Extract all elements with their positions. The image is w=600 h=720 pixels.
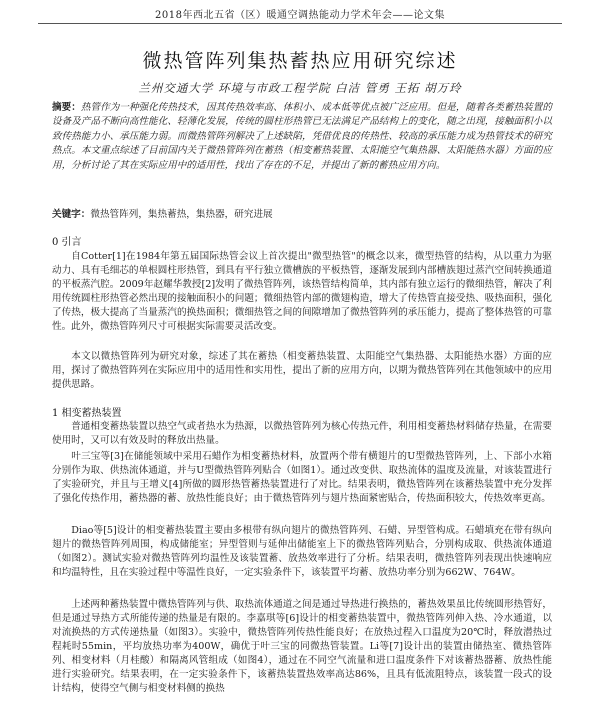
- section-heading-phase-change: 1 相变蓄热装置: [52, 408, 122, 419]
- authors-affiliation: 兰州交通大学 环境与市政工程学院 白洁 管勇 王拓 胡万玲: [138, 81, 462, 95]
- intro-paragraph-1: 自Cotter[1]在1984年第五届国际热管会议上首次提出"微型热管"的概念以来，微型热管的结构，从以重力为驱动力、具有毛细芯的单根圆柱形热管，到具有平行独立微槽族的平板热管，逐渐发展到内部槽族翅过蒸汽空间转换通道的平板蒸汽腔。2009年赵耀华教授[2]发明了微热管阵列，该热管结构简单，其内部有独立运行的微细热管，解决了利用传统圆柱形热管必然出现的接触面积小的问题；微细热管内部的微翅构造，增大了传热管直接受热、吸热面积，强化了传热，极大提高了当量蒸汽的换热面积；微细热管之间的间隙增加了微热管阵列的承压能力，提高了整体热管的可靠性。此外，微热管阵列尺寸可根据实际需要灵活改变。: [52, 251, 552, 332]
- abstract-text: 热管作为一种强化传热技术，因其传热效率高、体积小、成本低等优点被广泛应用。但是，随着各类蓄热装置的设备及产品不断向高性能化、轻薄化发展，传统的圆柱形热管已无法满足产品结构上的变化，随之出现，接触面积小以致传热能力小、承压能力弱。而微热管阵列解决了上述缺陷，凭借优良的传热性、较高的承压能力成为热管技术的研究热点。本文重点综述了目前国内关于微热管阵列在蓄热（相变蓄热装置、太阳能空气集热器、太阳能热水器）方面的应用，分析讨论了其在实际应用中的适用性，找出了存在的不足，并提出了新的蓄热应用方向。: [52, 102, 553, 171]
- paper-title: 微热管阵列集热蓄热应用研究综述: [142, 50, 458, 72]
- keywords: [52, 208, 552, 222]
- section1-paragraph-4: 上述两种蓄热装置中微热管阵列与供、取热流体通道之间是通过导热进行换热的，蓄热效果虽比传统圆形热管好，但是通过导热方式所能传递的热量是有限的。李嘉琪等[6]设计的相变蓄热装置中，微热管阵列伸入热、冷水通道，以对流换热的方式传递热量（如图3）。实验中，微热管阵列传热性能良好；在放热过程入口温度为20℃时，释放潜热过程耗时55min，平均放热功率为400W，确优于叶三宝的同微热管装置。Li等[7]设计出的装置由储热室、微热管阵列、相变材料（月桂酸）和隔离风管组成（如图4），通过在不同空气流量和进口温度条件下对该蓄热器蓄、放热性能进行实验研究。结果表明，在一定实验条件下，该蓄热装置热效率高达86%，且具有低流阻特点，该装置一段式的设计结构，使得空气侧与相变材料侧的换热: [52, 599, 552, 694]
- section1-paragraph-1: 普通相变蓄热装置以热空气或者热水为热源，以微热管阵列为核心传热元件，利用相变蓄热材料储存热量，在需要使用时，又可以有效及时的释放出热量。: [52, 421, 552, 446]
- section-heading-intro: 0 引言: [52, 237, 82, 248]
- abstract-label: 摘要：: [52, 102, 81, 113]
- abstract: [52, 101, 552, 173]
- intro-paragraph-2: 本文以微热管阵列为研究对象，综述了其在蓄热（相变蓄热装置、太阳能空气集热器、太阳能热水器）方面的应用，探讨了微热管阵列在实际应用中的适用性和实用性，提出了新的应用方向，以期为微热管阵列在其他领域中的应用提供思路。: [52, 351, 552, 390]
- running-head: 2018年西北五省（区）暖通空调热能动力学术年会——论文集: [155, 10, 445, 21]
- header-rule: [38, 23, 562, 24]
- keywords-label: 关键字：: [52, 209, 91, 220]
- section1-paragraph-3: Diao等[5]设计的相变蓄热装置主要由多根带有纵向翅片的微热管阵列、石蜡、异型管构成。石蜡填充在带有纵向翅片的微热管阵列周围，构成储能室；异型管则与延伸出储能室上下的微热管阵列贴合，分别构成取、供热流体通道（如图2）。测试实验对微热管阵列均温性及该装置蓄、放热效率进行了分析。结果表明，微热管阵列表现出快速响应和均温特性，且在实验过程中等温性良好，一定实验条件下，该装置平均蓄、放热功率分别为662W、764W。: [52, 525, 552, 578]
- section1-paragraph-2: 叶三宝等[3]在储能领域中采用石蜡作为相变蓄热材料，放置两个带有横翅片的U型微热管阵列，上、下部小水箱分别作为取、供热流体通道，并与U型微热管阵列贴合（如图1）。通过改变供、取热流体的温度及流量，对该装置进行了实验研究，并且与王增义[4]所做的圆形热管蓄热装置进行了对比。结果表明，微热管阵列在该蓄热装置中充分发挥了强化传热作用，蓄热器的蓄、放热性能良好；由于微热管阵列与翅片热面紧密贴合，传热面积较大，传热效率更高。: [52, 451, 552, 504]
- keywords-text: 微热管阵列，集热蓄热，集热器，研究进展: [90, 209, 273, 220]
